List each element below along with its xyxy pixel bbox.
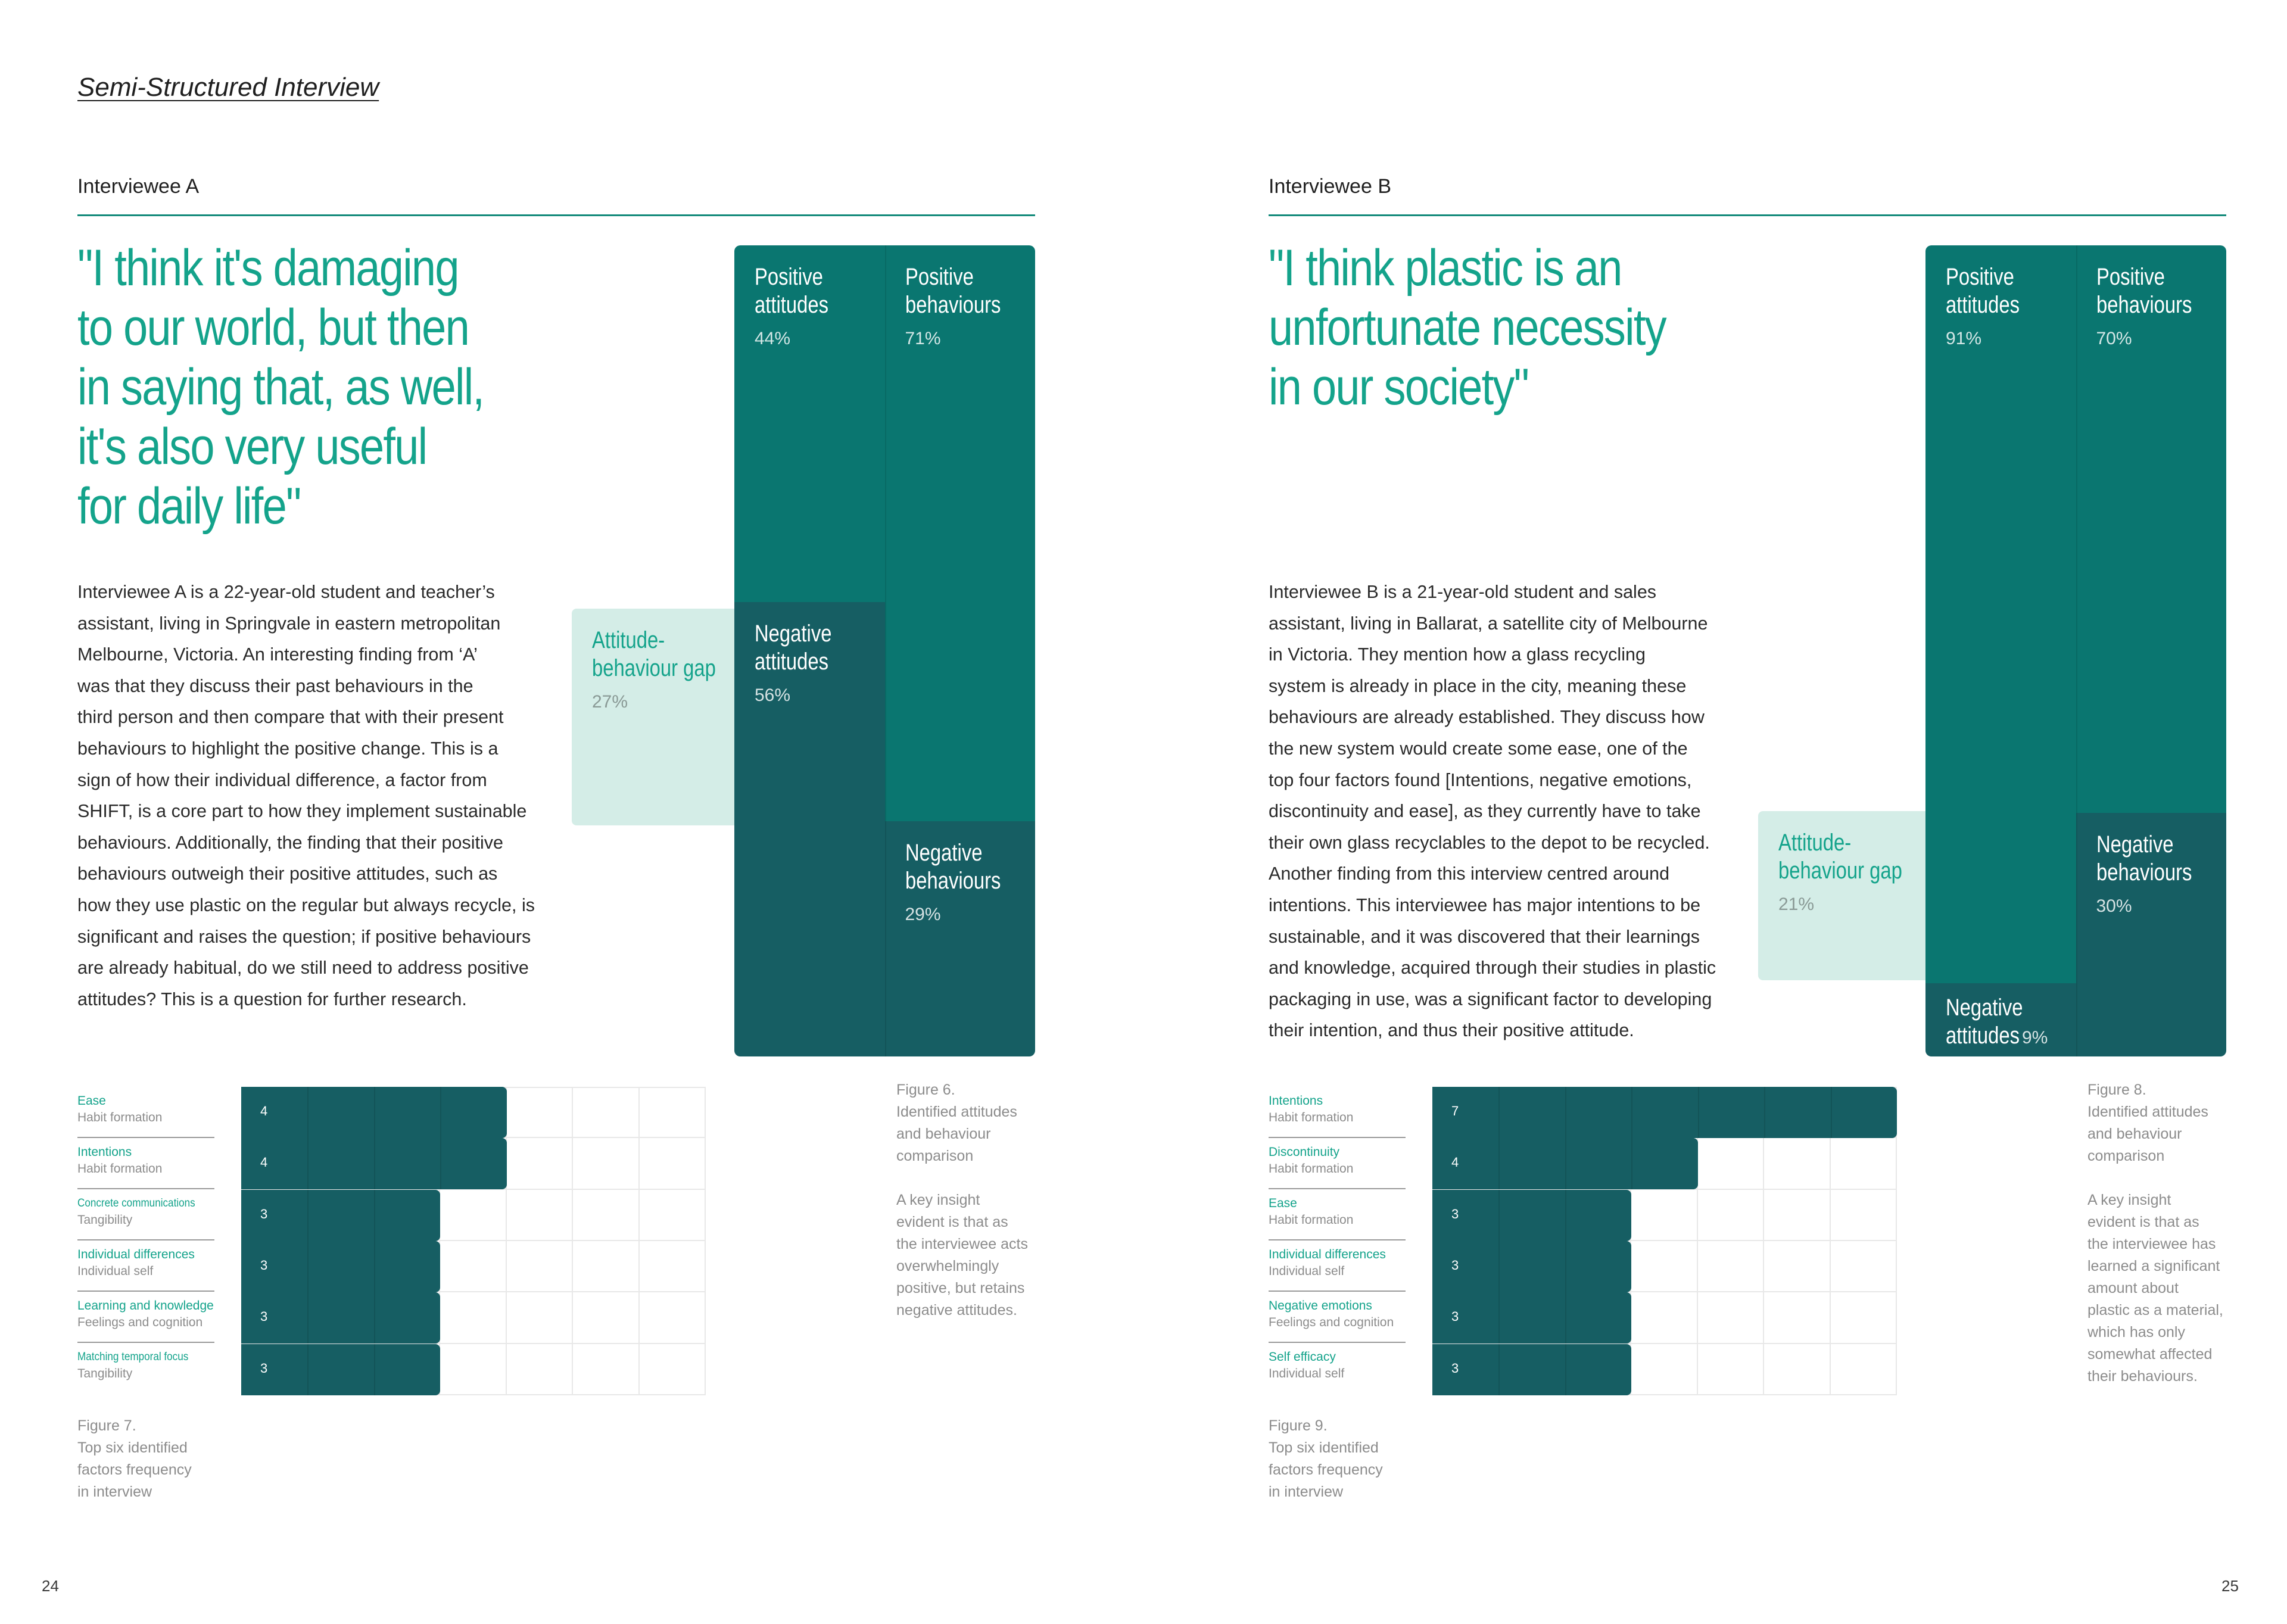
factor-list xyxy=(1269,1087,1406,1394)
text-line: packaging in use, was a significant factor to developing xyxy=(1269,989,1712,1009)
gap-percent: 21% xyxy=(1778,894,1815,914)
factor-bar xyxy=(1432,1190,1631,1241)
factor-bar-value: 3 xyxy=(1451,1206,1459,1221)
text-line: attitudes? This is a question for further research. xyxy=(77,989,467,1009)
text-line: somewhat affected xyxy=(2087,1346,2213,1363)
bar-segment-divider xyxy=(1565,1087,1566,1138)
negative-behaviours-bar-label: Negative behaviours xyxy=(905,840,1001,894)
text-line: system is already in place in the city, meaning these xyxy=(1269,675,1687,696)
positive-attitudes-bar-percent: 44% xyxy=(755,329,791,348)
factor-category: Habit formation xyxy=(77,1111,163,1124)
column-divider xyxy=(2076,245,2077,1056)
text-line: Top six identified xyxy=(1269,1439,1379,1456)
factor-item xyxy=(1269,1343,1406,1394)
text-line: Identified attitudes xyxy=(2087,1104,2208,1120)
grid-cell xyxy=(1764,1292,1830,1344)
text-line: Identified attitudes xyxy=(896,1104,1017,1120)
negative-attitudes-bar-label: Negative attitudes xyxy=(1946,995,2023,1049)
text-line: discontinuity and ease], as they currently have to take xyxy=(1269,801,1701,822)
attitude-behaviour-chart xyxy=(1925,245,2226,1056)
page-interviewee-b xyxy=(1191,0,2287,1624)
text-line: sustainable, and it was discovered that their learnings xyxy=(1269,926,1700,947)
positive-behaviours-bar-label: Positive behaviours xyxy=(905,264,1001,318)
text-line: their intention, and thus their positive attitude. xyxy=(1269,1020,1634,1041)
pull-quote xyxy=(1269,238,1781,417)
factor-item xyxy=(1269,1240,1406,1292)
text-line: third person and then compare that with their present xyxy=(77,707,504,728)
bar-segment-divider xyxy=(374,1292,375,1344)
positive-behaviours-bar-percent: 70% xyxy=(2096,329,2132,348)
negative-behaviours-bar-label: Negative behaviours xyxy=(2096,831,2192,886)
factor-figure-caption xyxy=(77,1415,192,1503)
gap-label xyxy=(592,626,716,682)
text-line: Attitude- xyxy=(592,627,665,653)
text-line: behaviour gap xyxy=(1778,858,1902,884)
gap-label xyxy=(1778,829,1902,885)
text-line: the interviewee has xyxy=(2087,1236,2216,1252)
factor-name: Concrete communications xyxy=(77,1197,195,1210)
bar-segment-divider xyxy=(374,1087,375,1138)
text-line: A key insight xyxy=(2087,1192,2171,1208)
factor-item xyxy=(77,1189,214,1240)
factor-name: Ease xyxy=(1269,1196,1297,1210)
grid-cell xyxy=(1698,1292,1764,1344)
factor-figure-caption xyxy=(1269,1415,1383,1503)
factor-bar xyxy=(1432,1292,1631,1344)
text-line: in Victoria. They mention how a glass recycling xyxy=(1269,644,1646,665)
bar-segment-divider xyxy=(374,1241,375,1292)
bar-segment-divider xyxy=(1498,1138,1500,1189)
factor-name: Learning and knowledge xyxy=(77,1299,214,1313)
text-line: Attitude- xyxy=(1778,830,1852,856)
text-line: the new system would create some ease, one of the xyxy=(1269,738,1688,759)
text-line: Interviewee A is a 22-year-old student and teacher’s xyxy=(77,582,495,602)
text-line: Figure 8. xyxy=(2087,1081,2146,1098)
positive-behaviours-bar-label: Positive behaviours xyxy=(2096,264,2192,318)
factor-bar-value: 3 xyxy=(1451,1360,1459,1376)
factor-category: Tangibility xyxy=(77,1213,133,1227)
attitude-behaviour-gap-block xyxy=(1758,811,1928,980)
bar-segment-divider xyxy=(307,1190,309,1241)
text-line: Figure 7. xyxy=(77,1417,136,1434)
text-line: assistant, living in Springvale in eastern metropolitan xyxy=(77,613,501,634)
quote-line: "I think it's damaging xyxy=(77,239,459,297)
text-line: factors frequency xyxy=(77,1461,192,1478)
text-line: assistant, living in Ballarat, a satellite city of Melbourne xyxy=(1269,613,1708,634)
grid-cell xyxy=(640,1138,706,1189)
grid-cell xyxy=(573,1138,639,1189)
text-line: behaviours are already established. They discuss how xyxy=(1269,707,1705,728)
text-line: are already habitual, do we still need to address positive xyxy=(77,958,529,978)
text-line: intentions. This interviewee has major intentions to be xyxy=(1269,894,1701,915)
factor-category: Feelings and cognition xyxy=(77,1316,203,1329)
factor-name: Intentions xyxy=(1269,1094,1323,1108)
bar-segment-divider xyxy=(374,1190,375,1241)
factor-category: Individual self xyxy=(1269,1264,1345,1278)
factor-bar xyxy=(241,1087,507,1138)
attitude-behaviour-gap-block xyxy=(572,609,741,825)
factor-bar xyxy=(1432,1241,1631,1292)
grid-cell xyxy=(1631,1292,1697,1344)
text-line: SHIFT, is a core part to how they implement sustainable xyxy=(77,801,527,822)
grid-cell xyxy=(1831,1344,1897,1395)
factor-category: Habit formation xyxy=(1269,1111,1354,1124)
text-line: learned a significant xyxy=(2087,1258,2220,1274)
grid-cell xyxy=(507,1344,573,1395)
bar-segment-divider xyxy=(1764,1087,1765,1138)
bar-segment-divider xyxy=(1631,1087,1632,1138)
grid-cell xyxy=(1698,1190,1764,1241)
grid-cell xyxy=(507,1241,573,1292)
bar-segment-divider xyxy=(307,1292,309,1344)
text-line: Top six identified xyxy=(77,1439,188,1456)
text-line: behaviours outweigh their positive attitudes, such as xyxy=(77,864,498,884)
factor-bar xyxy=(1432,1087,1897,1138)
grid-cell xyxy=(1698,1344,1764,1395)
pull-quote xyxy=(77,238,590,536)
factor-bar xyxy=(1432,1138,1698,1189)
body-paragraph xyxy=(77,576,554,1015)
bar-segment-divider xyxy=(307,1344,309,1395)
bar-segment-divider xyxy=(440,1138,441,1189)
text-line: Figure 6. xyxy=(896,1081,955,1098)
text-line: behaviour gap xyxy=(592,655,716,681)
header-rule xyxy=(1269,214,2226,216)
grid-cell xyxy=(507,1087,573,1138)
bar-segment-divider xyxy=(1498,1190,1500,1241)
grid-cell xyxy=(507,1138,573,1189)
factor-bar xyxy=(1432,1344,1631,1395)
factor-bar xyxy=(241,1241,440,1292)
bar-segment-divider xyxy=(1565,1138,1566,1189)
factor-category: Habit formation xyxy=(1269,1162,1354,1176)
interviewee-header: Interviewee A xyxy=(77,175,200,198)
bar-segment-divider xyxy=(1831,1087,1832,1138)
text-line: Melbourne, Victoria. An interesting finding from ‘A’ xyxy=(77,644,478,665)
negative-attitudes-bar-percent: 9% xyxy=(2022,1028,2048,1048)
text-line: comparison xyxy=(2087,1148,2165,1164)
bar-segment-divider xyxy=(307,1241,309,1292)
quote-line: in our society" xyxy=(1269,359,1529,416)
bar-segment-divider xyxy=(374,1344,375,1395)
factor-item xyxy=(77,1240,214,1292)
factor-name: Self efficacy xyxy=(1269,1350,1336,1364)
grid-cell xyxy=(1764,1138,1830,1189)
text-line: and behaviour xyxy=(896,1126,991,1142)
factor-bar xyxy=(241,1190,440,1241)
quote-line: it's also very useful xyxy=(77,418,427,475)
grid-cell xyxy=(640,1190,706,1241)
text-line: amount about xyxy=(2087,1280,2179,1296)
factor-name: Intentions xyxy=(77,1145,132,1159)
text-line: in interview xyxy=(1269,1483,1344,1500)
grid-cell xyxy=(1698,1138,1764,1189)
text-line: how they use plastic on the regular but always recycle, is xyxy=(77,894,535,915)
grid-cell xyxy=(1764,1344,1830,1395)
bar-segment-divider xyxy=(1498,1087,1500,1138)
grid-cell xyxy=(1831,1190,1897,1241)
factor-item xyxy=(77,1343,214,1394)
positive-behaviours-bar-percent: 71% xyxy=(905,329,941,348)
negative-behaviours-bar-percent: 29% xyxy=(905,905,941,925)
factor-bar xyxy=(241,1344,440,1395)
factor-category: Feelings and cognition xyxy=(1269,1316,1394,1329)
bar-segment-divider xyxy=(1498,1241,1500,1292)
grid-cell xyxy=(573,1241,639,1292)
grid-cell xyxy=(573,1292,639,1344)
attitude-behaviour-chart xyxy=(734,245,1035,1056)
positive-attitudes-bar-label: Positive attitudes xyxy=(1946,264,2020,318)
text-line: in interview xyxy=(77,1483,152,1500)
factor-bar-value: 3 xyxy=(1451,1258,1459,1273)
factor-item xyxy=(1269,1292,1406,1343)
factor-bar-value: 3 xyxy=(260,1309,268,1324)
factor-frequency-chart xyxy=(1432,1087,1897,1395)
factor-item xyxy=(77,1138,214,1189)
grid-cell xyxy=(640,1292,706,1344)
text-line: Interviewee B is a 21-year-old student and sales xyxy=(1269,582,1657,602)
grid-cell xyxy=(440,1190,506,1241)
grid-cell xyxy=(1764,1190,1830,1241)
text-line: their own glass recyclables to the depot to be recycled. xyxy=(1269,832,1710,853)
grid-cell xyxy=(1631,1190,1697,1241)
text-line xyxy=(2087,1167,2223,1189)
grid-cell xyxy=(1764,1241,1830,1292)
text-line: positive, but retains xyxy=(896,1280,1025,1296)
grid-cell xyxy=(440,1292,506,1344)
grid-cell xyxy=(440,1344,506,1395)
text-line: A key insight xyxy=(896,1192,980,1208)
negative-behaviours-bar-percent: 30% xyxy=(2096,896,2132,917)
text-line: Another finding from this interview centred around xyxy=(1269,864,1670,884)
factor-name: Individual differences xyxy=(77,1248,195,1261)
text-line: and knowledge, acquired through their studies in plastic xyxy=(1269,958,1716,978)
page-number: 25 xyxy=(2221,1577,2239,1595)
text-line: behaviours. Additionally, the finding that their positive xyxy=(77,832,503,853)
factor-bar-value: 4 xyxy=(1451,1155,1459,1170)
grid-cell xyxy=(1631,1344,1697,1395)
factor-bar xyxy=(241,1292,440,1344)
grid-cell xyxy=(573,1190,639,1241)
text-line: evident is that as xyxy=(896,1214,1008,1230)
bar-segment-divider xyxy=(1498,1292,1500,1344)
factor-name: Negative emotions xyxy=(1269,1299,1372,1313)
factor-item xyxy=(1269,1189,1406,1240)
factor-item xyxy=(77,1292,214,1343)
factor-bar-value: 4 xyxy=(260,1104,268,1118)
factor-bar xyxy=(241,1138,507,1189)
grid-cell xyxy=(1631,1241,1697,1292)
factor-list xyxy=(77,1087,214,1394)
text-line: comparison xyxy=(896,1148,974,1164)
grid-cell xyxy=(640,1344,706,1395)
text-line: factors frequency xyxy=(1269,1461,1383,1478)
negative-attitudes-bar-percent: 56% xyxy=(755,685,791,706)
text-line: and behaviour xyxy=(2087,1126,2182,1142)
text-line: was that they discuss their past behaviours in the xyxy=(77,675,473,696)
grid-cell xyxy=(640,1087,706,1138)
figure-caption xyxy=(896,1079,1028,1321)
factor-bar-value: 3 xyxy=(260,1206,268,1221)
bar-segment-divider xyxy=(1565,1344,1566,1395)
section-title: Semi-Structured Interview xyxy=(77,73,379,102)
text-line xyxy=(896,1167,1028,1189)
positive-attitudes-bar xyxy=(1925,245,2076,983)
quote-line: "I think plastic is an xyxy=(1269,239,1622,297)
factor-category: Habit formation xyxy=(77,1162,163,1176)
quote-line: in saying that, as well, xyxy=(77,359,484,416)
grid-cell xyxy=(1831,1241,1897,1292)
header-rule xyxy=(77,214,1035,216)
text-line: negative attitudes. xyxy=(896,1302,1017,1318)
grid-cell xyxy=(1831,1138,1897,1189)
grid-cell xyxy=(573,1087,639,1138)
factor-bar-value: 7 xyxy=(1451,1104,1459,1118)
factor-category: Individual self xyxy=(77,1264,154,1278)
bar-segment-divider xyxy=(1565,1190,1566,1241)
quote-line: unfortunate necessity xyxy=(1269,299,1666,356)
factor-item xyxy=(77,1087,214,1138)
text-line: sign of how their individual difference, a factor from xyxy=(77,769,487,790)
text-line: significant and raises the question; if positive behaviours xyxy=(77,926,531,947)
bar-segment-divider xyxy=(1565,1241,1566,1292)
bar-segment-divider xyxy=(1565,1292,1566,1344)
factor-frequency-chart xyxy=(241,1087,706,1395)
gap-percent: 27% xyxy=(592,692,628,712)
quote-line: for daily life" xyxy=(77,478,301,535)
text-line: evident is that as xyxy=(2087,1214,2199,1230)
factor-name: Matching temporal focus xyxy=(77,1351,189,1363)
grid-cell xyxy=(640,1241,706,1292)
factor-item xyxy=(1269,1087,1406,1138)
positive-attitudes-bar-label: Positive attitudes xyxy=(755,264,828,318)
bar-segment-divider xyxy=(1498,1344,1500,1395)
text-line: their behaviours. xyxy=(2087,1368,2198,1385)
page-number: 24 xyxy=(42,1577,59,1595)
grid-cell xyxy=(440,1241,506,1292)
bar-segment-divider xyxy=(374,1138,375,1189)
text-line: Figure 9. xyxy=(1269,1417,1328,1434)
grid-cell xyxy=(507,1292,573,1344)
bar-segment-divider xyxy=(1698,1087,1699,1138)
factor-name: Individual differences xyxy=(1269,1248,1386,1261)
text-line: top four factors found [Intentions, negative emotions, xyxy=(1269,769,1692,790)
quote-line: to our world, but then xyxy=(77,299,469,356)
bar-segment-divider xyxy=(307,1087,309,1138)
interviewee-header: Interviewee B xyxy=(1269,175,1391,198)
column-divider xyxy=(885,245,886,1056)
grid-cell xyxy=(1831,1292,1897,1344)
factor-name: Ease xyxy=(77,1094,106,1108)
grid-cell xyxy=(573,1344,639,1395)
factor-bar-value: 3 xyxy=(260,1258,268,1273)
factor-bar-value: 4 xyxy=(260,1155,268,1170)
factor-bar-value: 3 xyxy=(1451,1309,1459,1324)
text-line: which has only xyxy=(2087,1324,2185,1341)
body-paragraph xyxy=(1269,576,1745,1046)
bar-segment-divider xyxy=(440,1087,441,1138)
figure-caption xyxy=(2087,1079,2223,1388)
factor-category: Habit formation xyxy=(1269,1213,1354,1227)
factor-item xyxy=(1269,1138,1406,1189)
factor-bar-value: 3 xyxy=(260,1360,268,1376)
bar-segment-divider xyxy=(307,1138,309,1189)
text-line: behaviours to highlight the positive change. This is a xyxy=(77,738,498,759)
factor-name: Discontinuity xyxy=(1269,1145,1340,1159)
text-line: plastic as a material, xyxy=(2087,1302,2223,1318)
grid-cell xyxy=(1698,1241,1764,1292)
text-line: the interviewee acts xyxy=(896,1236,1028,1252)
text-line: overwhelmingly xyxy=(896,1258,999,1274)
bar-segment-divider xyxy=(1631,1138,1632,1189)
positive-attitudes-bar-percent: 91% xyxy=(1946,329,1982,348)
factor-category: Individual self xyxy=(1269,1367,1345,1380)
grid-cell xyxy=(507,1190,573,1241)
negative-attitudes-bar-label: Negative attitudes xyxy=(755,621,832,675)
factor-category: Tangibility xyxy=(77,1367,133,1380)
